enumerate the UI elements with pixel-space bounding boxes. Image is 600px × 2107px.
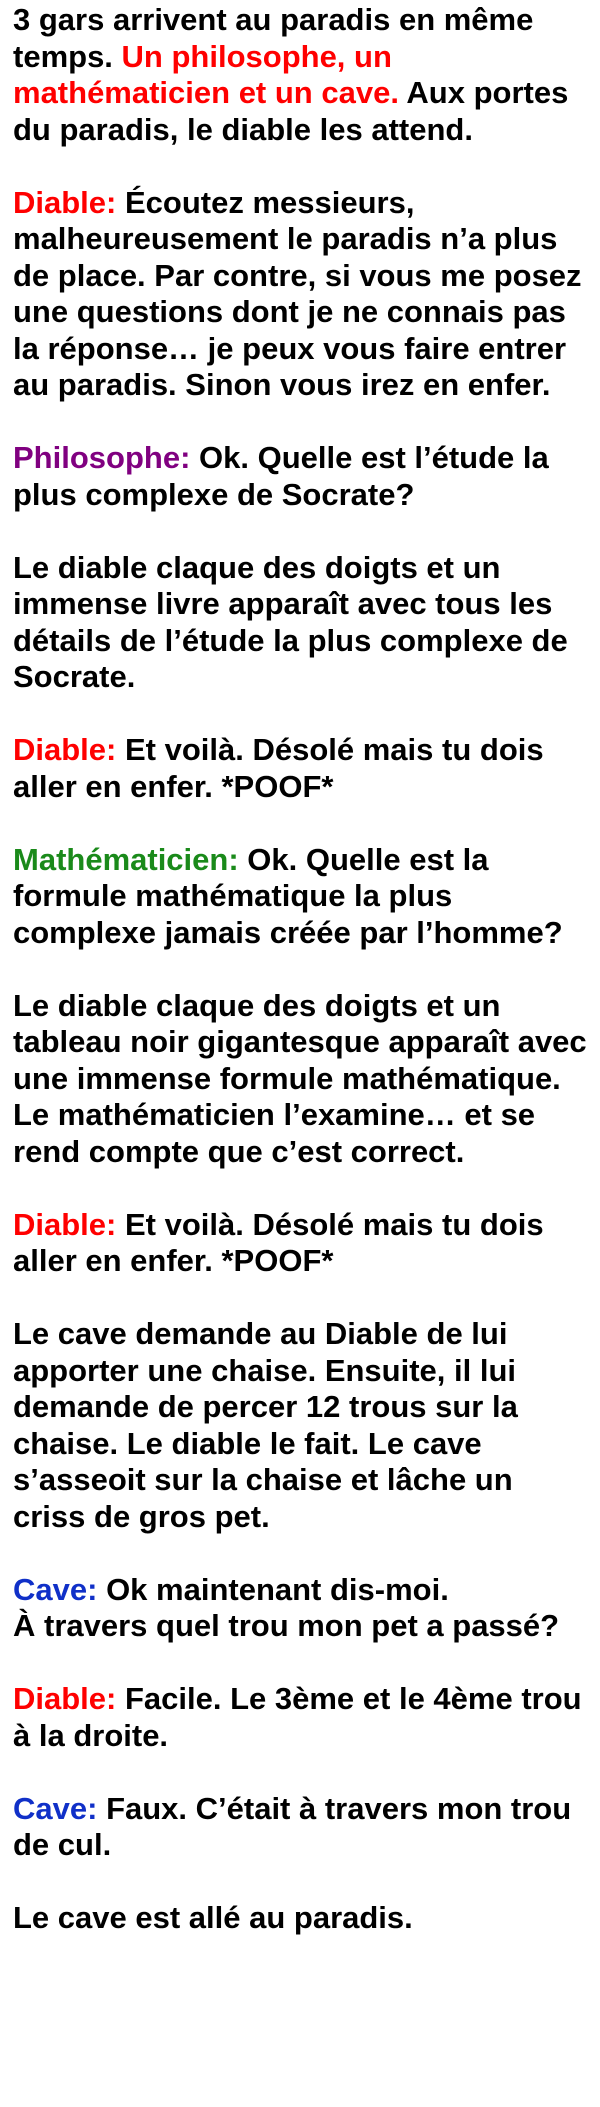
speaker-cave: Cave: — [13, 1571, 98, 1607]
dialogue-text: Ok. Quelle est la formule mathématique la plus complexe jamais créée par l’homme? — [13, 841, 563, 950]
speaker-diable: Diable: — [13, 1681, 117, 1716]
punchline-text: Le cave est allé au paradis. — [13, 1900, 413, 1935]
speaker-diable: Diable: — [13, 732, 117, 767]
paragraph-mathematicien — [13, 842, 592, 952]
narration-text: Le diable claque des doigts et un immense livre apparaît avec tous les détails de l’étude la plus complexe de Socrate. — [13, 549, 568, 694]
paragraph-diable-4 — [13, 1681, 592, 1754]
dialogue-text: Écoutez messieurs, malheureusement le paradis n’a plus de place. Par contre, si vous me posez une questions dont je ne connais pas la réponse… je peux vous faire entrer au paradis. Sinon vous irez en enfer. — [13, 184, 582, 402]
paragraph-diable-2 — [13, 732, 592, 805]
dialogue-text-2: À travers quel trou mon pet a passé? — [13, 1608, 560, 1643]
paragraph-diable-3 — [13, 1207, 592, 1280]
paragraph-cave-2 — [13, 1791, 592, 1864]
intro-text: 3 gars arrivent au paradis en même temps. — [13, 2, 534, 74]
paragraph-narration-1 — [13, 550, 592, 696]
dialogue-text: Et voilà. Désolé mais tu dois aller en enfer. *POOF* — [13, 732, 544, 804]
paragraph-cave-1 — [13, 1572, 592, 1645]
intro-text-2: Aux portes du paradis, le diable les attend. — [13, 75, 569, 147]
dialogue-text: Ok. Quelle est l’étude la plus complexe de Socrate? — [13, 440, 549, 512]
speaker-cave: Cave: — [13, 1790, 98, 1826]
dialogue-text: Facile. Le 3ème et le 4ème trou à la droite. — [13, 1681, 582, 1753]
speaker-diable: Diable: — [13, 184, 117, 220]
paragraph-narration-3 — [13, 1316, 592, 1535]
paragraph-narration-2 — [13, 988, 592, 1171]
dialogue-text: Et voilà. Désolé mais tu dois aller en enfer. *POOF* — [13, 1206, 544, 1278]
paragraph-punchline — [13, 1900, 592, 1937]
paragraph-intro — [13, 2, 592, 148]
speaker-mathematicien: Mathématicien: — [13, 841, 239, 877]
paragraph-philosophe — [13, 440, 592, 513]
speaker-philosophe: Philosophe: — [13, 440, 191, 475]
dialogue-text: Faux. C’était à travers mon trou de cul. — [13, 1790, 572, 1862]
intro-highlight: Un philosophe, un mathématicien et un cave. — [13, 38, 399, 110]
paragraph-diable-1 — [13, 185, 592, 404]
narration-text: Le diable claque des doigts et un tableau noir gigantesque apparaît avec une immense formule mathématique. Le mathématicien l’examine… et se rend compte que c’est correct. — [13, 987, 587, 1169]
speaker-diable: Diable: — [13, 1206, 117, 1242]
dialogue-text: Ok maintenant dis-moi. — [106, 1571, 449, 1607]
narration-text: Le cave demande au Diable de lui apporter une chaise. Ensuite, il lui demande de percer 12 trous sur la chaise. Le diable le fait. Le cave s’asseoit sur la chaise et lâche un criss de gros pet. — [13, 1316, 518, 1534]
